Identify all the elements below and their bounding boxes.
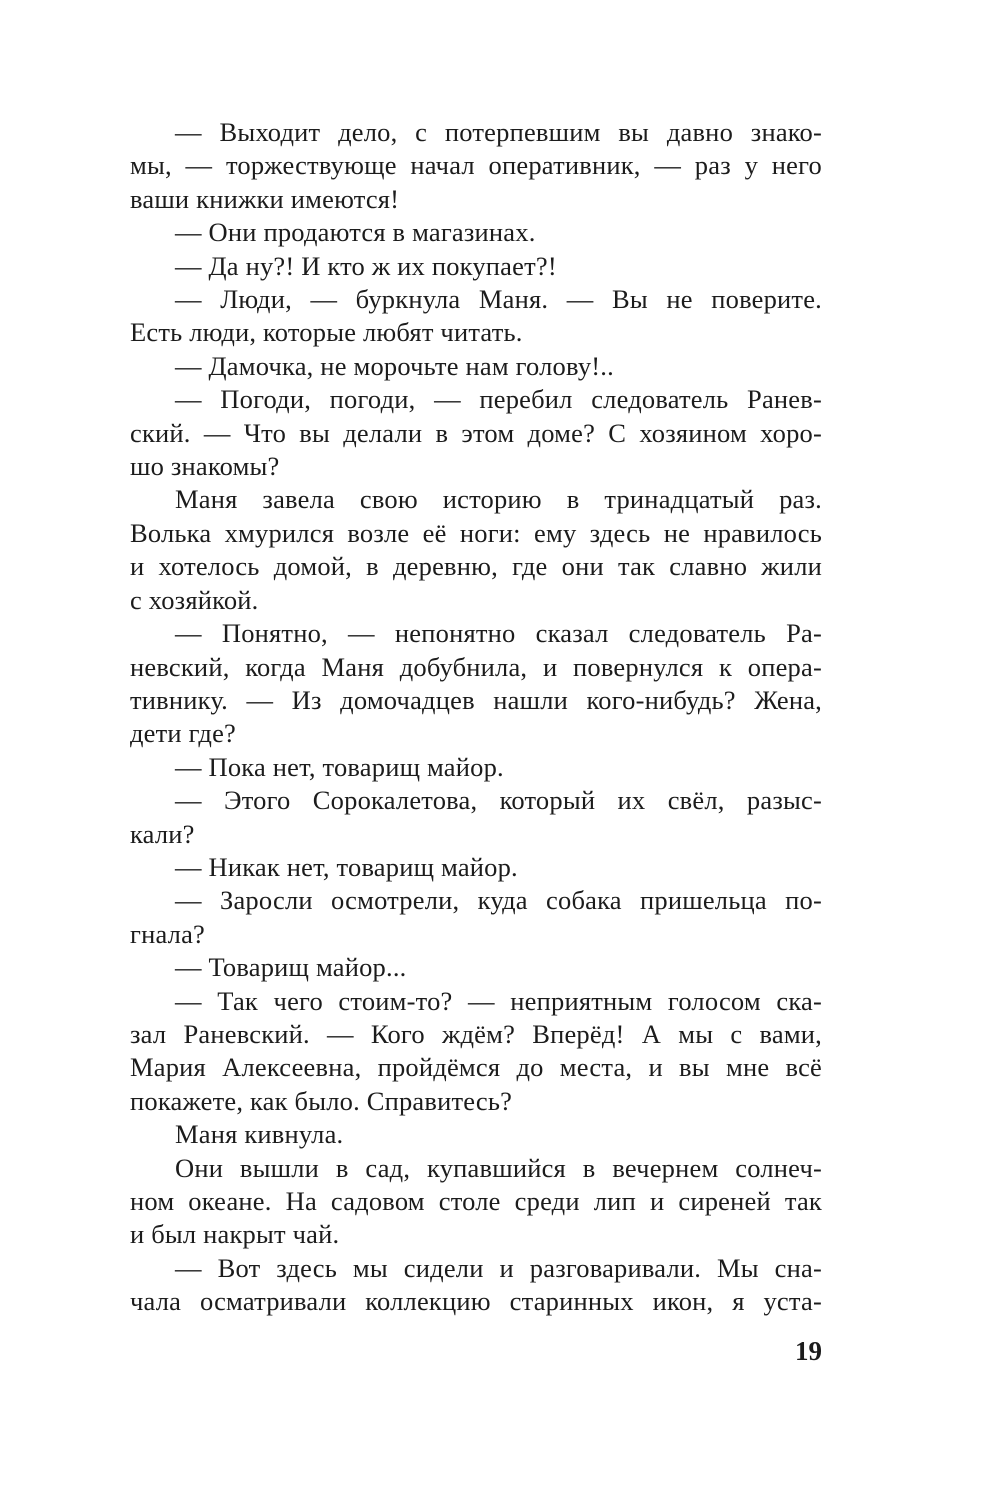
text-line: — Люди, — буркнула Маня. — Вы не поверите. xyxy=(175,284,822,315)
text-line: — Товарищ майор... xyxy=(175,952,407,983)
text-line: Волька хмурился возле её ноги: ему здесь не нравилось xyxy=(130,517,822,548)
text-line: Маня завела свою историю в тринадцатый раз. xyxy=(175,484,822,515)
text-line: шо знакомы? xyxy=(130,451,280,482)
text-line: ваши книжки имеются! xyxy=(130,183,400,214)
paragraph xyxy=(130,1252,822,1319)
text-line: ном океане. На садовом столе среди лип и сиреней так xyxy=(130,1186,822,1216)
text-line: — Дамочка, не морочьте нам голову!.. xyxy=(175,350,614,381)
text-line: с хозяйкой. xyxy=(130,584,259,615)
text-line: ский. — Что вы делали в этом доме? С хозяином хоро- xyxy=(130,417,822,448)
paragraph xyxy=(130,216,822,249)
paragraph xyxy=(130,884,822,951)
page-text xyxy=(130,116,822,1319)
paragraph xyxy=(130,350,822,383)
text-line: мы, — торжествующе начал оперативник, — раз у него xyxy=(130,150,822,181)
text-line: кали? xyxy=(130,818,195,849)
text-line: — Погоди, погоди, — перебил следователь Ранев- xyxy=(175,384,822,415)
text-line: гнала? xyxy=(130,918,205,949)
paragraph xyxy=(130,617,822,751)
text-line: — Выходит дело, с потерпевшим вы давно знако- xyxy=(175,117,822,147)
paragraph xyxy=(130,483,822,617)
paragraph xyxy=(130,784,822,851)
text-line: и хотелось домой, в деревню, где они так славно жили xyxy=(130,551,822,582)
text-line: зал Раневский. — Кого ждём? Вперёд! А мы с вами, xyxy=(130,1018,822,1049)
text-line: тивнику. — Из домочадцев нашли кого-нибудь? Жена, xyxy=(130,684,822,715)
text-line: невский, когда Маня добубнила, и повернулся к опера- xyxy=(130,651,822,682)
paragraph xyxy=(130,250,822,283)
paragraph xyxy=(130,1118,822,1151)
paragraph xyxy=(130,383,822,483)
text-line: — Этого Сорокалетова, который их свёл, разыс- xyxy=(175,785,822,816)
text-line: Мария Алексеевна, пройдёмся до места, и вы мне всё xyxy=(130,1052,822,1083)
text-line: чала осматривали коллекцию старинных икон, я уста- xyxy=(130,1286,822,1317)
text-line: — Понятно, — непонятно сказал следователь Ра- xyxy=(175,618,822,649)
text-line: — Никак нет, товарищ майор. xyxy=(175,851,518,882)
text-line: — Да ну?! И кто ж их покупает?! xyxy=(175,250,557,281)
text-line: — Вот здесь мы сидели и разговаривали. Мы сна- xyxy=(175,1252,822,1283)
text-line: дети где? xyxy=(130,718,236,749)
text-line: покажете, как было. Справитесь? xyxy=(130,1085,513,1116)
paragraph xyxy=(130,951,822,984)
text-line: — Они продаются в магазинах. xyxy=(175,217,536,248)
page-number: 19 xyxy=(795,1336,822,1366)
text-line: Есть люди, которые любят читать. xyxy=(130,317,523,348)
paragraph xyxy=(130,751,822,784)
text-line: — Так чего стоим-то? — неприятным голосом ска- xyxy=(175,985,822,1016)
paragraph xyxy=(130,1152,822,1252)
paragraph xyxy=(130,851,822,884)
paragraph xyxy=(130,116,822,216)
text-line: и был накрыт чай. xyxy=(130,1219,340,1250)
text-line: Они вышли в сад, купавшийся в вечернем солнеч- xyxy=(175,1152,822,1183)
paragraph xyxy=(130,985,822,1119)
text-line: Маня кивнула. xyxy=(175,1119,344,1150)
paragraph xyxy=(130,283,822,350)
text-line: — Заросли осмотрели, куда собака пришельца по- xyxy=(175,885,822,916)
text-line: — Пока нет, товарищ майор. xyxy=(175,751,504,782)
